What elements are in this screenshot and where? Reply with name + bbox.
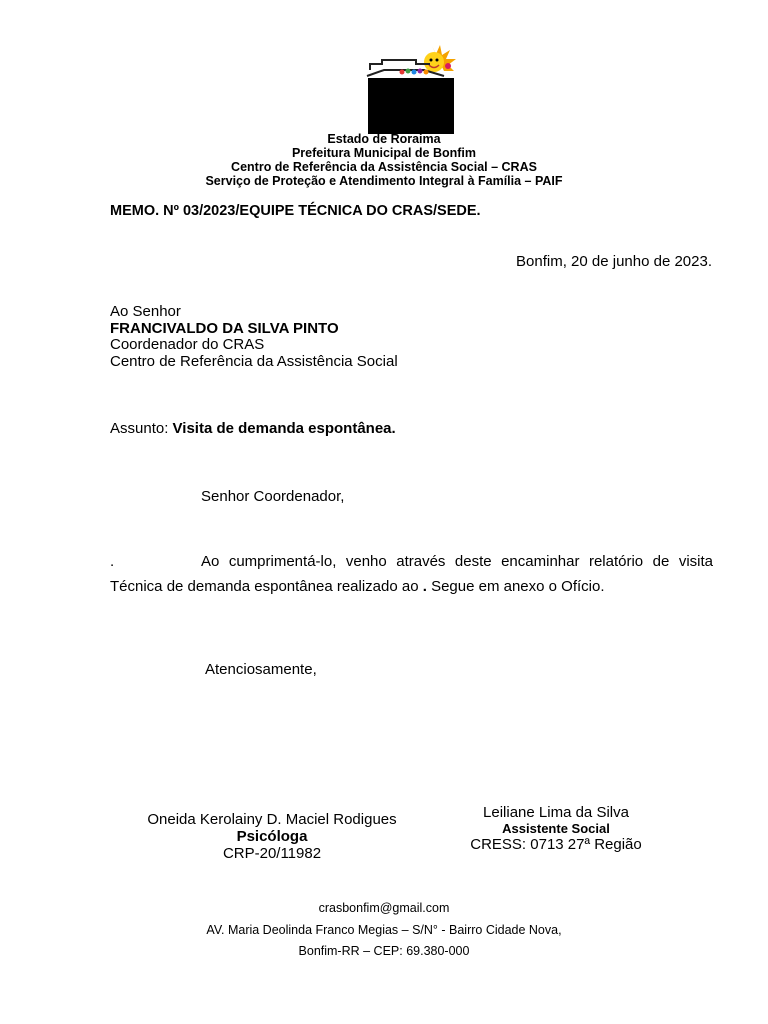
recipient-role: Coordenador do CRAS <box>110 336 265 353</box>
recipient-salutation: Ao Senhor <box>110 303 181 320</box>
header-service: Serviço de Proteção e Atendimento Integral à Família – PAIF <box>205 174 563 188</box>
body-line-2-end: Segue em anexo o Ofício. <box>426 578 605 595</box>
body-line-2-dot: . <box>422 578 427 595</box>
body-dot: . <box>110 553 115 570</box>
header-state: Estado de Roraima <box>327 132 441 146</box>
signature-right <box>436 804 676 853</box>
greeting: Senhor Coordenador, <box>201 488 345 505</box>
signature-left <box>120 811 424 862</box>
signature-left-reg: CRP-20/11982 <box>222 845 322 862</box>
signature-right-reg: CRESS: 0713 27ª Região <box>470 836 642 853</box>
signature-left-name: Oneida Kerolainy D. Maciel Rodigues <box>147 811 397 828</box>
footer-city: Bonfim-RR – CEP: 69.380-000 <box>298 944 470 958</box>
header-center: Centro de Referência da Assistência Social – CRAS <box>231 160 537 174</box>
body-line-2 <box>110 578 605 595</box>
recipient-org: Centro de Referência da Assistência Social <box>110 353 398 370</box>
footer-address: AV. Maria Deolinda Franco Megias – S/N° - Bairro Cidade Nova, <box>206 923 562 937</box>
sun-icon <box>424 45 456 72</box>
subject-label: Assunto: <box>110 420 169 437</box>
subject-line <box>110 420 396 437</box>
header-prefecture: Prefeitura Municipal de Bonfim <box>291 146 477 160</box>
footer-email: crasbonfim@gmail.com <box>318 901 450 915</box>
signature-left-title: Psicóloga <box>236 828 308 845</box>
body-line-1: Ao cumprimentá-lo, venho através deste encaminhar relatório de visita <box>201 553 713 570</box>
signature-right-name: Leiliane Lima da Silva <box>483 804 629 821</box>
memo-date: Bonfim, 20 de junho de 2023. <box>516 253 712 270</box>
signature-right-title: Assistente Social <box>502 821 610 836</box>
cras-logo <box>364 42 460 134</box>
memo-number: MEMO. Nº 03/2023/EQUIPE TÉCNICA DO CRAS/SEDE. <box>110 203 481 219</box>
recipient-name: FRANCIVALDO DA SILVA PINTO <box>110 320 339 337</box>
body-line-2-start: Técnica de demanda espontânea realizado ao <box>110 578 423 595</box>
closing: Atenciosamente, <box>205 661 317 678</box>
subject-value: Visita de demanda espontânea. <box>172 420 396 437</box>
